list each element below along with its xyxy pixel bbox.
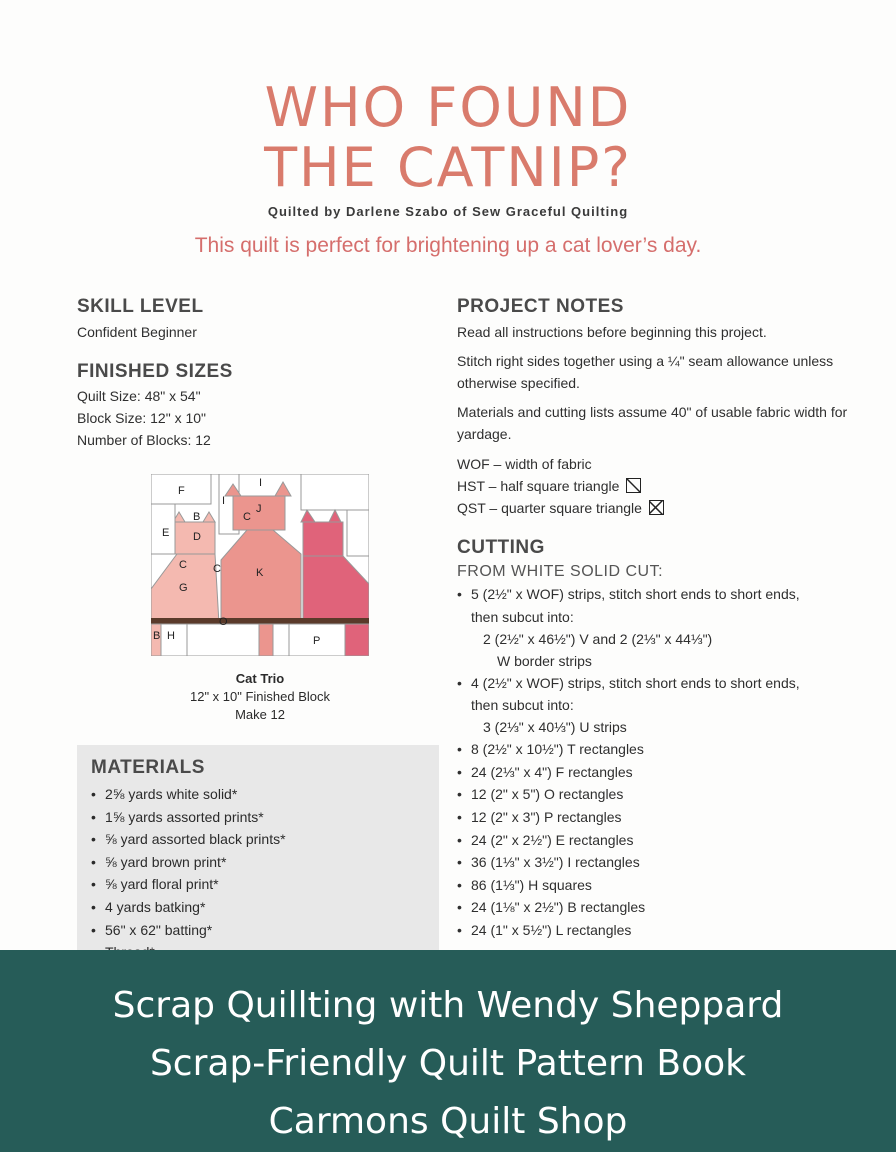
note-paragraph: Materials and cutting lists assume 40" of usable fabric width for yardage. — [457, 404, 848, 442]
list-item: • 24 (1" x 5½") L rectangles — [457, 919, 857, 942]
title-line-1: WHO FOUND — [264, 76, 632, 139]
block-label: E — [162, 527, 170, 539]
list-item: • 24 (2" x 2½") E rectangles — [457, 829, 857, 852]
abbrev-qst — [457, 497, 857, 519]
cutting-line: 2 (2½" x 46½") V and 2 (2⅓" x 44⅓") — [483, 630, 713, 647]
cutting-list — [457, 583, 857, 606]
abbrev-wof: WOF – width of fabric — [457, 456, 592, 472]
cutting-line: then subcut into: — [471, 608, 574, 625]
note-paragraph: Stitch right sides together using a ¼" seam allowance unless otherwise specified. — [457, 353, 834, 391]
cutting-list — [457, 738, 857, 941]
block-diagram — [151, 474, 369, 656]
list-item: • 12 (2" x 5") O rectangles — [457, 783, 857, 806]
block-label: C — [179, 559, 187, 571]
list-item: • 1⅝ yards assorted prints* — [91, 806, 439, 829]
list-item: • 4 (2½" x WOF) strips, stitch short ends to short ends, — [457, 672, 857, 695]
right-column — [457, 296, 857, 942]
caption-make: Make 12 — [235, 707, 285, 722]
abbrev-hst-text: HST – half square triangle — [457, 478, 620, 494]
tagline: This quilt is perfect for brightening up a cat lover’s day. — [194, 234, 702, 257]
block-label: F — [178, 485, 185, 497]
finished-line: Number of Blocks: 12 — [77, 432, 211, 448]
block-caption — [130, 670, 390, 724]
finished-line: Quilt Size: 48" x 54" — [77, 388, 201, 404]
banner-line-1: Scrap Quillting with Wendy Sheppard — [112, 985, 784, 1026]
skill-value: Confident Beginner — [77, 324, 197, 340]
note-paragraph: Read all instructions before beginning this project. — [457, 324, 767, 340]
abbrev-hst — [457, 475, 857, 497]
cutting-line: then subcut into: — [471, 697, 574, 714]
list-item: • 24 (2⅓" x 4") F rectangles — [457, 761, 857, 784]
cutting-subheading: FROM WHITE SOLID CUT: — [457, 563, 664, 580]
finished-heading: FINISHED SIZES — [77, 361, 233, 382]
byline: Quilted by Darlene Szabo of Sew Graceful Quilting — [267, 204, 629, 219]
list-item: • 24 (1⅛" x 2½") B rectangles — [457, 896, 857, 919]
block-label: B — [193, 511, 201, 523]
skill-heading: SKILL LEVEL — [77, 296, 204, 317]
block-label: B — [153, 630, 161, 642]
list-item: • 8 (2½" x 10½") T rectangles — [457, 738, 857, 761]
list-item: • 86 (1⅓") H squares — [457, 874, 857, 897]
materials-box — [77, 745, 439, 965]
banner-line-3: Carmons Quilt Shop — [268, 1101, 628, 1142]
left-column — [77, 296, 407, 451]
block-label: G — [179, 582, 188, 594]
promo-banner — [0, 950, 896, 1152]
list-item: • ⅝ yard assorted black prints* — [91, 828, 439, 851]
caption-size: 12" x 10" Finished Block — [189, 689, 331, 704]
cutting-line: 3 (2⅓" x 40⅓") U strips — [483, 719, 627, 736]
materials-list — [91, 783, 439, 964]
block-label: O — [219, 616, 228, 628]
qst-icon — [649, 500, 664, 515]
abbrev-qst-text: QST – quarter square triangle — [457, 500, 642, 516]
list-item: • 36 (1⅓" x 3½") I rectangles — [457, 851, 857, 874]
cutting-heading: CUTTING — [457, 537, 545, 558]
cutting-list — [457, 672, 857, 695]
list-item: • 12 (2" x 3") P rectangles — [457, 806, 857, 829]
list-item: • 4 yards batking* — [91, 896, 439, 919]
block-label: P — [313, 635, 321, 647]
materials-heading: MATERIALS — [91, 757, 205, 778]
title-line-2: THE CATNIP? — [264, 136, 632, 199]
cat-trio-diagram — [151, 474, 369, 656]
list-item: • 5 (2½" x WOF) strips, stitch short ends to short ends, — [457, 583, 857, 606]
list-item: • 56" x 62" batting* — [91, 919, 439, 942]
hst-icon — [626, 478, 641, 493]
caption-title: Cat Trio — [235, 671, 285, 686]
block-label: I — [259, 477, 263, 489]
list-item: • ⅝ yard brown print* — [91, 851, 439, 874]
banner-line-2: Scrap-Friendly Quilt Pattern Book — [149, 1043, 747, 1084]
block-label: D — [193, 531, 201, 543]
page-title — [0, 78, 896, 198]
list-item: • ⅝ yard floral print* — [91, 873, 439, 896]
block-label: J — [256, 503, 262, 515]
list-item: • 2⅝ yards white solid* — [91, 783, 439, 806]
block-label: C — [243, 511, 251, 523]
finished-line: Block Size: 12" x 10" — [77, 410, 207, 426]
cutting-line: W border strips — [497, 652, 592, 669]
project-notes-heading: PROJECT NOTES — [457, 296, 624, 317]
block-label: H — [167, 630, 175, 642]
block-label: K — [256, 567, 264, 579]
block-label: I — [222, 495, 226, 507]
block-label: C — [213, 563, 221, 575]
